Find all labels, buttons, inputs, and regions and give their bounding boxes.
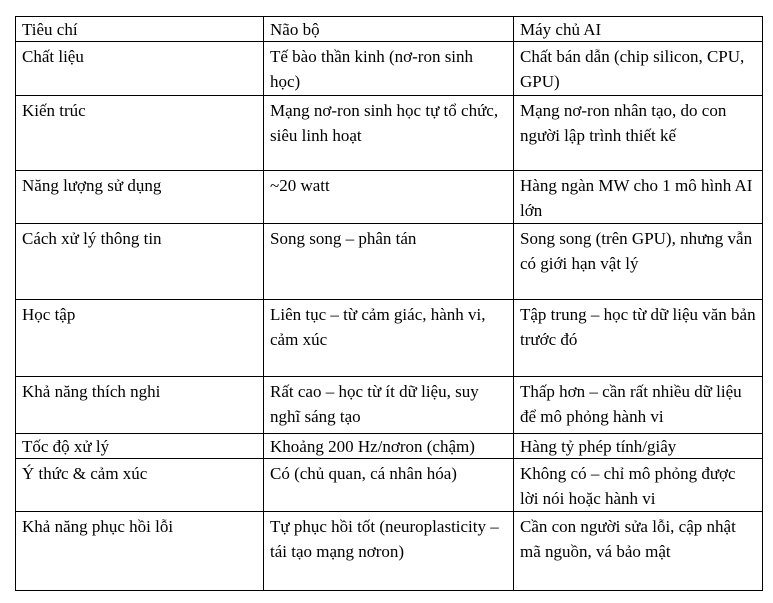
cell-ai-server: Hàng ngàn MW cho 1 mô hình AI lớn	[514, 171, 763, 224]
header-criterion: Tiêu chí	[16, 17, 264, 42]
table-row	[16, 377, 763, 434]
cell-criterion: Khả năng thích nghi	[16, 377, 264, 434]
cell-criterion: Chất liệu	[16, 42, 264, 96]
cell-criterion: Học tập	[16, 300, 264, 377]
header-ai-server: Máy chủ AI	[514, 17, 763, 42]
cell-brain: Song song – phân tán	[264, 224, 514, 300]
cell-ai-server: Hàng tỷ phép tính/giây	[514, 434, 763, 459]
table-row	[16, 42, 763, 96]
cell-ai-server: Mạng nơ-ron nhân tạo, do con người lập trình thiết kế	[514, 96, 763, 171]
cell-ai-server: Thấp hơn – cần rất nhiều dữ liệu để mô phỏng hành vi	[514, 377, 763, 434]
header-brain: Não bộ	[264, 17, 514, 42]
cell-criterion: Ý thức & cảm xúc	[16, 459, 264, 512]
table-header-row	[16, 17, 763, 42]
cell-brain: Mạng nơ-ron sinh học tự tổ chức, siêu linh hoạt	[264, 96, 514, 171]
cell-criterion: Tốc độ xử lý	[16, 434, 264, 459]
cell-brain: Rất cao – học từ ít dữ liệu, suy nghĩ sáng tạo	[264, 377, 514, 434]
comparison-table	[15, 16, 763, 591]
cell-ai-server: Không có – chỉ mô phỏng được lời nói hoặc hành vi	[514, 459, 763, 512]
cell-brain: Khoảng 200 Hz/nơron (chậm)	[264, 434, 514, 459]
table-row	[16, 434, 763, 459]
cell-ai-server: Cần con người sửa lỗi, cập nhật mã nguồn, vá bảo mật	[514, 512, 763, 591]
cell-criterion: Kiến trúc	[16, 96, 264, 171]
cell-brain: Tự phục hồi tốt (neuroplasticity – tái tạo mạng nơron)	[264, 512, 514, 591]
cell-criterion: Cách xử lý thông tin	[16, 224, 264, 300]
table-row	[16, 300, 763, 377]
cell-brain: Có (chủ quan, cá nhân hóa)	[264, 459, 514, 512]
cell-brain: Liên tục – từ cảm giác, hành vi, cảm xúc	[264, 300, 514, 377]
cell-ai-server: Song song (trên GPU), nhưng vẫn có giới hạn vật lý	[514, 224, 763, 300]
cell-ai-server: Chất bán dẫn (chip silicon, CPU, GPU)	[514, 42, 763, 96]
cell-ai-server: Tập trung – học từ dữ liệu văn bản trước đó	[514, 300, 763, 377]
table-row	[16, 96, 763, 171]
table-row	[16, 512, 763, 591]
table-row	[16, 459, 763, 512]
cell-criterion: Khả năng phục hồi lỗi	[16, 512, 264, 591]
cell-brain: ~20 watt	[264, 171, 514, 224]
cell-brain: Tế bào thần kinh (nơ-ron sinh học)	[264, 42, 514, 96]
table-row	[16, 224, 763, 300]
cell-criterion: Năng lượng sử dụng	[16, 171, 264, 224]
table-row	[16, 171, 763, 224]
